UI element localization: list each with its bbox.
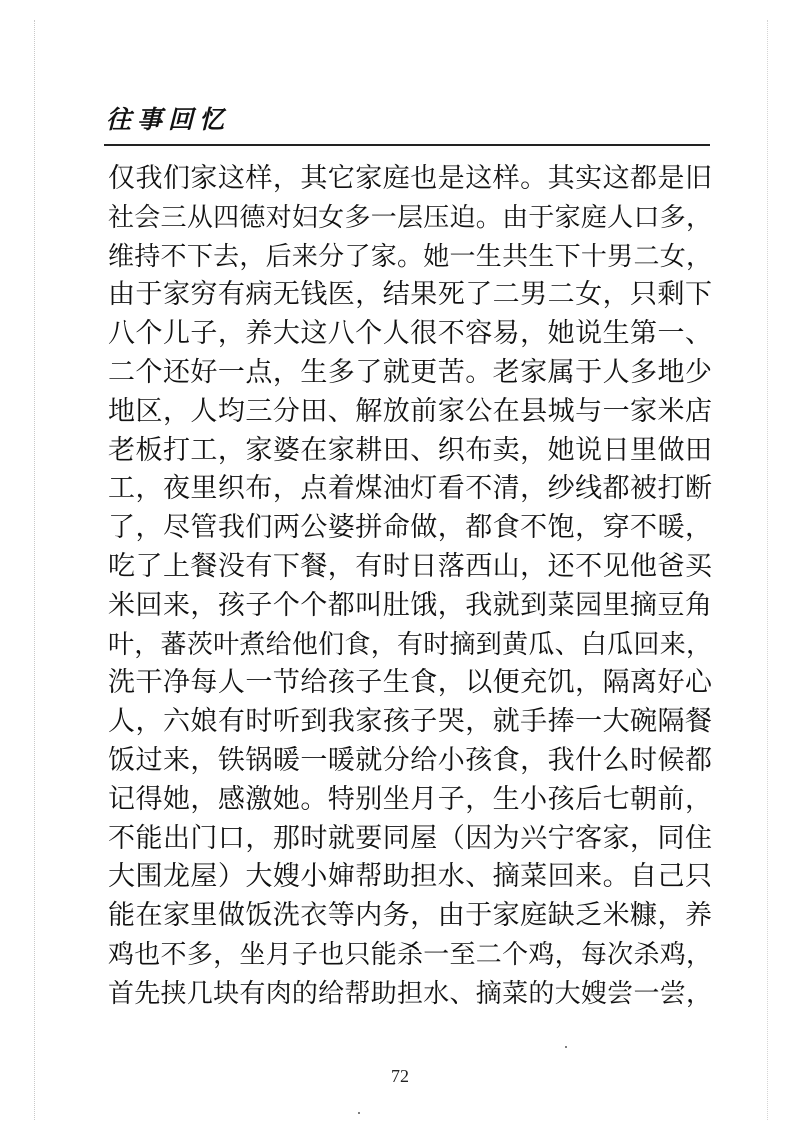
text-line: 二个还好一点，生多了就更苦。老家属于人多地少 — [108, 356, 712, 388]
text-line: 社会三从四德对妇女多一层压迫。由于家庭人口多， — [108, 202, 712, 233]
scan-speck — [565, 1046, 567, 1048]
text-line: 能在家里做饭洗衣等内务，由于家庭缺乏米糠，养 — [108, 900, 712, 932]
header-rule — [104, 144, 710, 146]
running-header-title: 往事回忆 — [106, 105, 231, 134]
page-edge-right — [767, 20, 768, 1120]
text-line: 八个儿子，养大这八个人很不容易，她说生第一、 — [108, 318, 712, 350]
page-number: 72 — [391, 1066, 409, 1086]
text-line: 维持不下去，后来分了家。她一生共生下十男二女， — [108, 241, 712, 272]
scan-speck — [358, 1112, 360, 1114]
text-line: 叶，蕃茨叶煮给他们食，有时摘到黄瓜、白瓜回来， — [108, 629, 712, 660]
text-line: 大围龙屋）大嫂小婶帮助担水、摘菜回来。自己只 — [108, 861, 712, 893]
text-line: 洗干净每人一节给孩子生食，以便充饥，隔离好心 — [108, 667, 712, 699]
body-text — [108, 160, 712, 1014]
text-line: 老板打工，家婆在家耕田、织布卖，她说日里做田 — [108, 434, 712, 466]
text-line: 由于家穷有病无钱医，结果死了二男二女，只剩下 — [108, 279, 712, 311]
text-line: 人，六娘有时听到我家孩子哭，就手捧一大碗隔餐 — [108, 706, 712, 738]
text-line: 吃了上餐没有下餐，有时日落西山，还不见他爸买 — [108, 550, 712, 582]
text-line: 工，夜里织布，点着煤油灯看不清，纱线都被打断 — [108, 473, 712, 505]
text-line: 仅我们家这样，其它家庭也是这样。其实这都是旧 — [108, 163, 712, 194]
text-line: 鸡也不多，坐月子也只能杀一至二个鸡，每次杀鸡， — [108, 939, 712, 970]
text-line: 记得她，感激她。特别坐月子，生小孩后七朝前， — [108, 783, 712, 815]
text-line: 米回来，孩子个个都叫肚饿，我就到菜园里摘豆角 — [108, 589, 712, 621]
text-line: 地区，人均三分田、解放前家公在县城与一家米店 — [108, 395, 712, 427]
page-edge-left — [34, 20, 35, 1120]
text-line: 饭过来，铁锅暖一暖就分给小孩食，我什么时候都 — [108, 744, 712, 776]
text-line: 首先挟几块有肉的给帮助担水、摘菜的大嫂尝一尝， — [108, 978, 712, 1009]
text-line: 不能出门口，那时就要同屋（因为兴宁客家，同住 — [108, 822, 712, 854]
text-line: 了，尽管我们两公婆拼命做，都食不饱，穿不暖， — [108, 512, 712, 544]
